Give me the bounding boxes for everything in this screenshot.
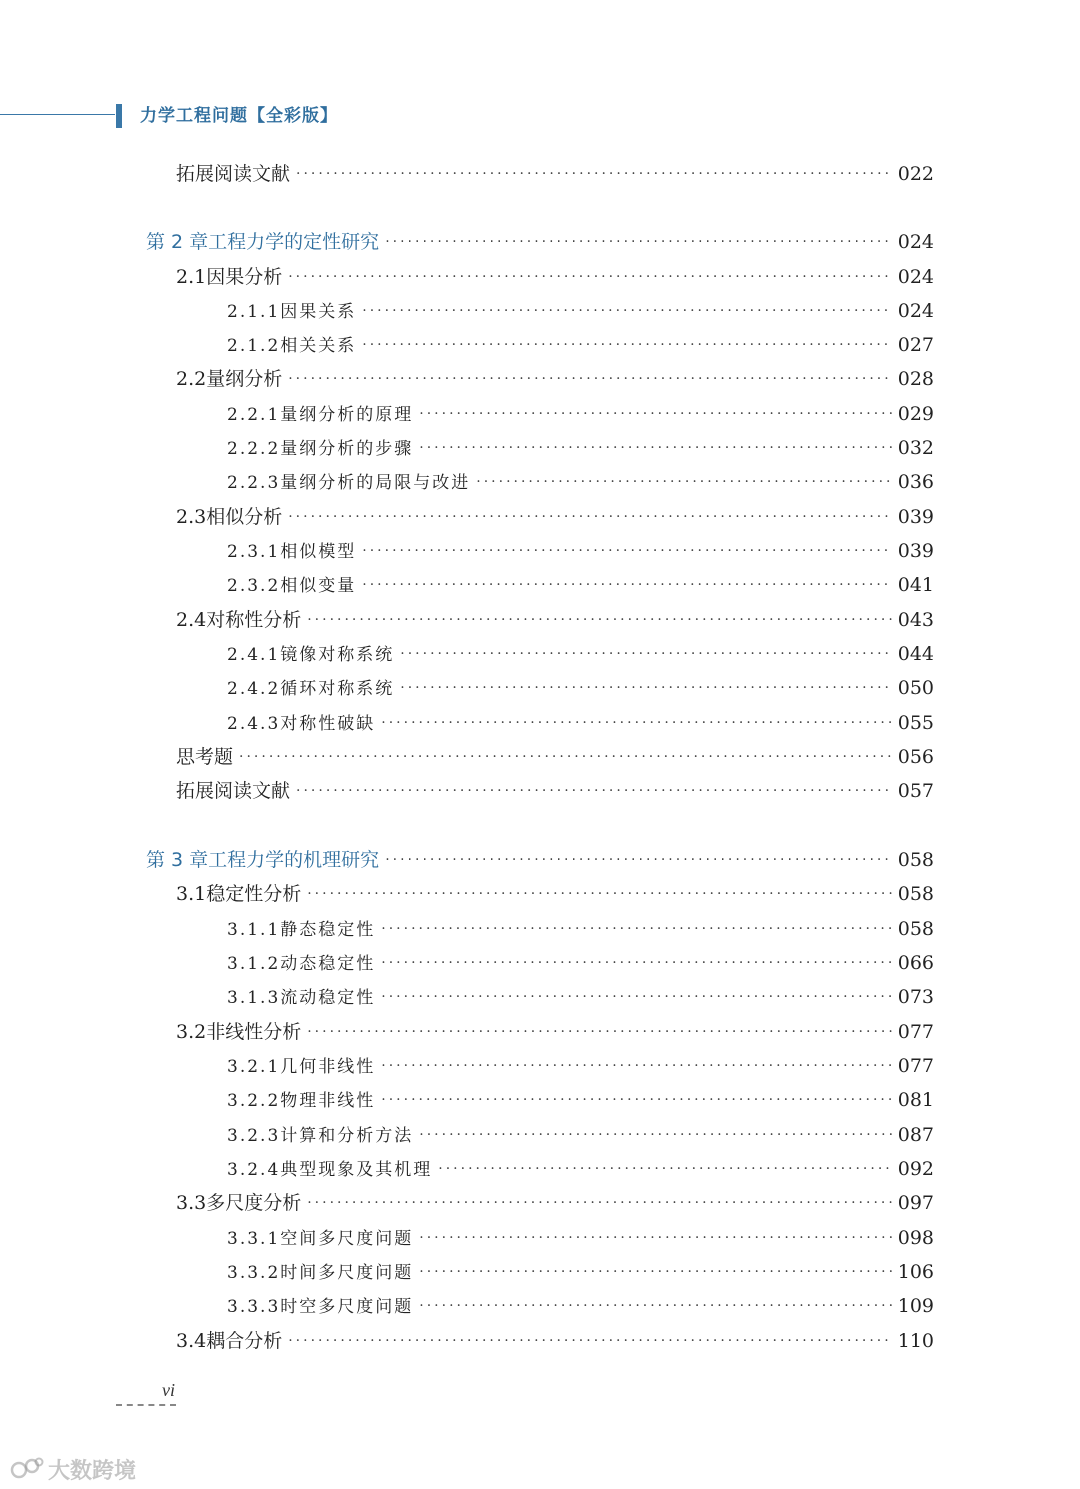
- dot-leader: [400, 644, 891, 664]
- toc-page-number: 039: [897, 506, 934, 528]
- toc-page-number: 058: [897, 918, 934, 940]
- toc-subsection-entry[interactable]: [227, 709, 934, 737]
- toc-section-entry[interactable]: [176, 1189, 934, 1217]
- toc-section-entry[interactable]: [176, 263, 934, 291]
- toc-entry-number: 第 3 章: [146, 849, 209, 871]
- dot-leader: [362, 541, 891, 561]
- toc-subsection-entry[interactable]: [227, 1086, 934, 1114]
- toc-entry-title: 对称性破缺: [280, 714, 376, 734]
- toc-entry-number: 2.2.2: [227, 439, 281, 459]
- toc-subsection-entry[interactable]: [227, 434, 934, 462]
- toc-page-number: 024: [897, 300, 934, 322]
- toc-page-number: 077: [897, 1055, 934, 1077]
- toc-entry-title: 稳定性分析: [206, 883, 302, 905]
- toc-subsection-entry[interactable]: [227, 331, 934, 359]
- watermark-logo-icon: [10, 1456, 44, 1482]
- dot-leader: [381, 1090, 891, 1110]
- toc-page-number: 106: [897, 1261, 934, 1283]
- toc-entry-number: 2.3: [176, 506, 207, 528]
- toc-entry-title: 镜像对称系统: [280, 645, 395, 665]
- toc-entry-title: 相似变量: [280, 576, 357, 596]
- toc-subsection-entry[interactable]: [227, 400, 934, 428]
- dot-leader: [362, 575, 891, 595]
- toc-subsection-entry[interactable]: [227, 571, 934, 599]
- toc-page-number: 028: [897, 368, 934, 390]
- dot-leader: [381, 713, 891, 733]
- toc-page-number: 039: [897, 540, 934, 562]
- toc-entry-title: 因果关系: [280, 302, 357, 322]
- toc-subsection-entry[interactable]: [227, 640, 934, 668]
- dot-leader: [288, 369, 892, 389]
- toc-entry-number: 3.3.2: [227, 1263, 281, 1283]
- toc-subsection-entry[interactable]: [227, 674, 934, 702]
- toc-section-entry[interactable]: [176, 777, 934, 805]
- dot-leader: [385, 232, 892, 252]
- dot-leader: [239, 747, 892, 767]
- toc-entry-title: 量纲分析的局限与改进: [280, 473, 471, 493]
- toc-entry-title: 计算和分析方法: [280, 1126, 414, 1146]
- dot-leader: [419, 438, 891, 458]
- toc-entry-title: 思考题: [176, 746, 234, 768]
- dot-leader: [381, 953, 891, 973]
- toc-subsection-entry[interactable]: [227, 1224, 934, 1252]
- toc-page-number: 036: [897, 471, 934, 493]
- toc-entry-title: 动态稳定性: [280, 954, 376, 974]
- dot-leader: [288, 507, 892, 527]
- page-number: vi: [162, 1380, 175, 1400]
- toc-entry-number: 2.4.1: [227, 645, 281, 665]
- toc-page-number: 043: [897, 609, 934, 631]
- dot-leader: [296, 781, 892, 801]
- toc-entry-number: 2.4.3: [227, 714, 281, 734]
- dot-leader: [419, 1125, 891, 1145]
- toc-entry-title: 工程力学的机理研究: [208, 849, 380, 871]
- toc-subsection-entry[interactable]: [227, 468, 934, 496]
- toc-entry-title: 耦合分析: [206, 1330, 283, 1352]
- dot-leader: [381, 919, 891, 939]
- toc-section-entry[interactable]: [176, 160, 934, 188]
- toc-entry-title: 空间多尺度问题: [280, 1229, 414, 1249]
- toc-page-number: 041: [897, 574, 934, 596]
- toc-entry-number: 3.2.1: [227, 1057, 281, 1077]
- toc-entry-number: 2.2: [176, 368, 207, 390]
- toc-entry-title: 时间多尺度问题: [280, 1263, 414, 1283]
- toc-entry-number: 2.1.2: [227, 336, 281, 356]
- toc-chapter-entry[interactable]: [146, 846, 934, 874]
- toc-page-number: 066: [897, 952, 934, 974]
- toc-entry-title: 量纲分析的原理: [280, 405, 414, 425]
- toc-entry-number: 3.3.3: [227, 1297, 281, 1317]
- toc-page-number: 058: [897, 849, 934, 871]
- toc-entry-title: 典型现象及其机理: [280, 1160, 433, 1180]
- toc-entry-title: 量纲分析的步骤: [280, 439, 414, 459]
- toc-page-number: 024: [897, 231, 934, 253]
- toc-page-number: 073: [897, 986, 934, 1008]
- dot-leader: [307, 1022, 892, 1042]
- toc-subsection-entry[interactable]: [227, 949, 934, 977]
- toc-page-number: 058: [897, 883, 934, 905]
- toc-section-entry[interactable]: [176, 503, 934, 531]
- toc-subsection-entry[interactable]: [227, 1258, 934, 1286]
- dot-leader: [419, 1228, 891, 1248]
- toc-entry-title: 非线性分析: [206, 1021, 302, 1043]
- toc-entry-title: 流动稳定性: [280, 988, 376, 1008]
- toc-page-number: 109: [897, 1295, 934, 1317]
- dot-leader: [419, 1296, 891, 1316]
- toc-entry-title: 相关关系: [280, 336, 357, 356]
- toc-subsection-entry[interactable]: [227, 297, 934, 325]
- dot-leader: [362, 301, 891, 321]
- toc-page-number: 081: [897, 1089, 934, 1111]
- toc-entry-title: 循环对称系统: [280, 679, 395, 699]
- dot-leader: [307, 1193, 892, 1213]
- dot-leader: [381, 987, 891, 1007]
- dot-leader: [307, 884, 892, 904]
- toc-subsection-entry[interactable]: [227, 537, 934, 565]
- toc-section-entry[interactable]: [176, 1018, 934, 1046]
- dot-leader: [419, 404, 891, 424]
- watermark: [10, 1452, 136, 1486]
- watermark-text: 大数跨境: [48, 1458, 137, 1484]
- toc-entry-title: 拓展阅读文献: [176, 163, 291, 185]
- toc-page-number: 032: [897, 437, 934, 459]
- toc-entry-title: 时空多尺度问题: [280, 1297, 414, 1317]
- toc-section-entry[interactable]: [176, 606, 934, 634]
- toc-chapter-entry[interactable]: [146, 228, 934, 256]
- dot-leader: [288, 1331, 892, 1351]
- toc-entry-number: 2.2.1: [227, 405, 281, 425]
- toc-entry-number: 3.2.4: [227, 1160, 281, 1180]
- toc-entry-number: 3.2: [176, 1021, 207, 1043]
- toc-page-number: 022: [897, 163, 934, 185]
- toc-page-number: 092: [897, 1158, 934, 1180]
- toc-entry-title: 对称性分析: [206, 609, 302, 631]
- toc-entry-number: 3.3: [176, 1192, 207, 1214]
- toc-page-number: 027: [897, 334, 934, 356]
- toc-page-number: 077: [897, 1021, 934, 1043]
- toc-page-number: 056: [897, 746, 934, 768]
- toc-entry-title: 相似模型: [280, 542, 357, 562]
- dot-leader: [381, 1056, 891, 1076]
- folio-dash-rule: [116, 1404, 176, 1406]
- toc-section-entry[interactable]: [176, 1327, 934, 1355]
- dot-leader: [400, 678, 891, 698]
- toc-page-number: 044: [897, 643, 934, 665]
- toc-section-entry[interactable]: [176, 365, 934, 393]
- toc-entry-title: 静态稳定性: [280, 920, 376, 940]
- toc-entry-number: 2.4: [176, 609, 207, 631]
- toc-page-number: 087: [897, 1124, 934, 1146]
- dot-leader: [307, 610, 892, 630]
- toc-entry-number: 3.3.1: [227, 1229, 281, 1249]
- toc-entry-title: 几何非线性: [280, 1057, 376, 1077]
- toc-subsection-entry[interactable]: [227, 1052, 934, 1080]
- toc-entry-title: 多尺度分析: [206, 1192, 302, 1214]
- toc-entry-number: 3.1.2: [227, 954, 281, 974]
- toc-page-number: 024: [897, 266, 934, 288]
- toc-entry-title: 相似分析: [206, 506, 283, 528]
- toc-page-number: 110: [897, 1330, 934, 1352]
- toc-section-entry[interactable]: [176, 880, 934, 908]
- toc-entry-number: 第 2 章: [146, 231, 209, 253]
- toc-entry-number: 3.2.3: [227, 1126, 281, 1146]
- toc-entry-number: 3.2.2: [227, 1091, 281, 1111]
- dot-leader: [419, 1262, 891, 1282]
- toc-subsection-entry[interactable]: [227, 1121, 934, 1149]
- toc-section-entry[interactable]: [176, 743, 934, 771]
- toc-entry-title: 因果分析: [206, 266, 283, 288]
- toc-entry-title: 拓展阅读文献: [176, 780, 291, 802]
- toc-entry-number: 2.1.1: [227, 302, 281, 322]
- dot-leader: [385, 850, 892, 870]
- toc-entry-number: 3.1: [176, 883, 207, 905]
- toc-entry-number: 2.2.3: [227, 473, 281, 493]
- toc-entry-number: 2.3.1: [227, 542, 281, 562]
- dot-leader: [438, 1159, 891, 1179]
- toc-subsection-entry[interactable]: [227, 1292, 934, 1320]
- toc-page-number: 029: [897, 403, 934, 425]
- toc-page-number: 055: [897, 712, 934, 734]
- toc-entry-title: 工程力学的定性研究: [208, 231, 380, 253]
- toc-entry-title: 物理非线性: [280, 1091, 376, 1111]
- dot-leader: [296, 164, 892, 184]
- toc-page-number: 097: [897, 1192, 934, 1214]
- toc-page-number: 098: [897, 1227, 934, 1249]
- toc-entry-number: 2.1: [176, 266, 207, 288]
- dot-leader: [362, 335, 891, 355]
- toc-subsection-entry[interactable]: [227, 915, 934, 943]
- dot-leader: [476, 472, 891, 492]
- toc-entry-number: 3.1.1: [227, 920, 281, 940]
- toc-entry-number: 2.3.2: [227, 576, 281, 596]
- dot-leader: [288, 267, 892, 287]
- toc-subsection-entry[interactable]: [227, 983, 934, 1011]
- toc-subsection-entry[interactable]: [227, 1155, 934, 1183]
- toc-entry-number: 2.4.2: [227, 679, 281, 699]
- toc-entry-title: 量纲分析: [206, 368, 283, 390]
- toc-page-number: 050: [897, 677, 934, 699]
- running-header-title: 力学工程问题【全彩版】: [140, 106, 338, 126]
- toc-entry-number: 3.4: [176, 1330, 207, 1352]
- toc-entry-number: 3.1.3: [227, 988, 281, 1008]
- toc-page-number: 057: [897, 780, 934, 802]
